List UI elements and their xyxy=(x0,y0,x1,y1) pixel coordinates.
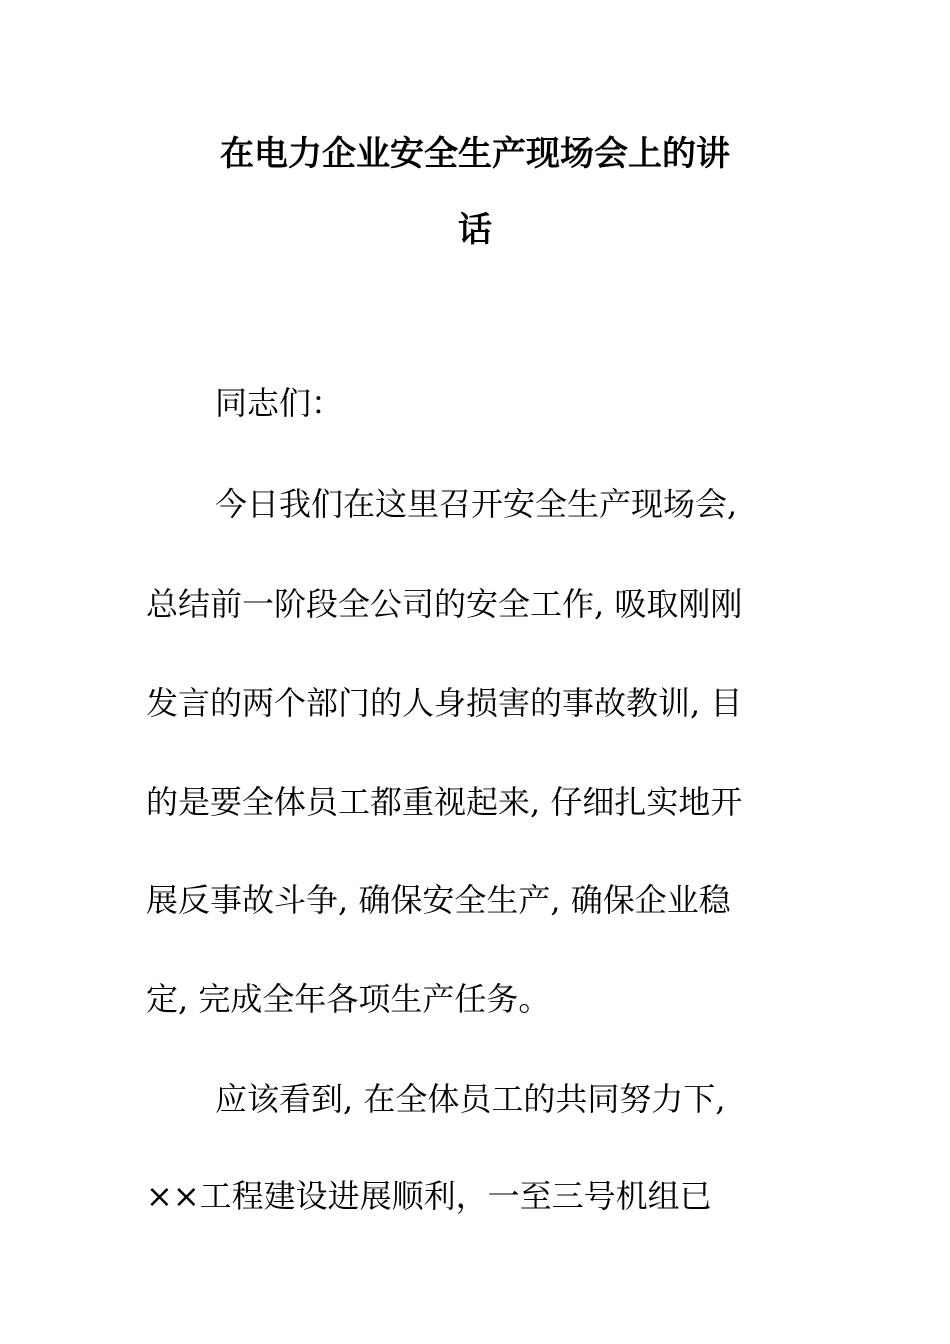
paragraph-1-line-6: 定, 完成全年各项生产任务。 xyxy=(146,980,551,1018)
paragraph-1-line-3: 发言的两个部门的人身损害的事故教训, 目 xyxy=(146,684,743,722)
paragraph-1-line-2: 总结前一阶段全公司的安全工作, 吸取刚刚 xyxy=(146,585,743,623)
paragraph-1-line-4: 的是要全体员工都重视起来, 仔细扎实地开 xyxy=(146,783,743,821)
salutation: 同志们： xyxy=(215,384,344,422)
paragraph-2-line-2: ××工程建设进展顺利，一至三号机组已 xyxy=(146,1177,712,1215)
paragraph-2-line-1: 应该看到, 在全体员工的共同努力下, xyxy=(215,1080,726,1118)
title-line-1: 在电力企业安全生产现场会上的讲 xyxy=(220,134,730,174)
paragraph-1-line-1: 今日我们在这里召开安全生产现场会, xyxy=(215,485,738,523)
title-line-2: 话 xyxy=(458,210,492,250)
paragraph-1-line-5: 展反事故斗争, 确保安全生产, 确保企业稳 xyxy=(146,881,731,919)
